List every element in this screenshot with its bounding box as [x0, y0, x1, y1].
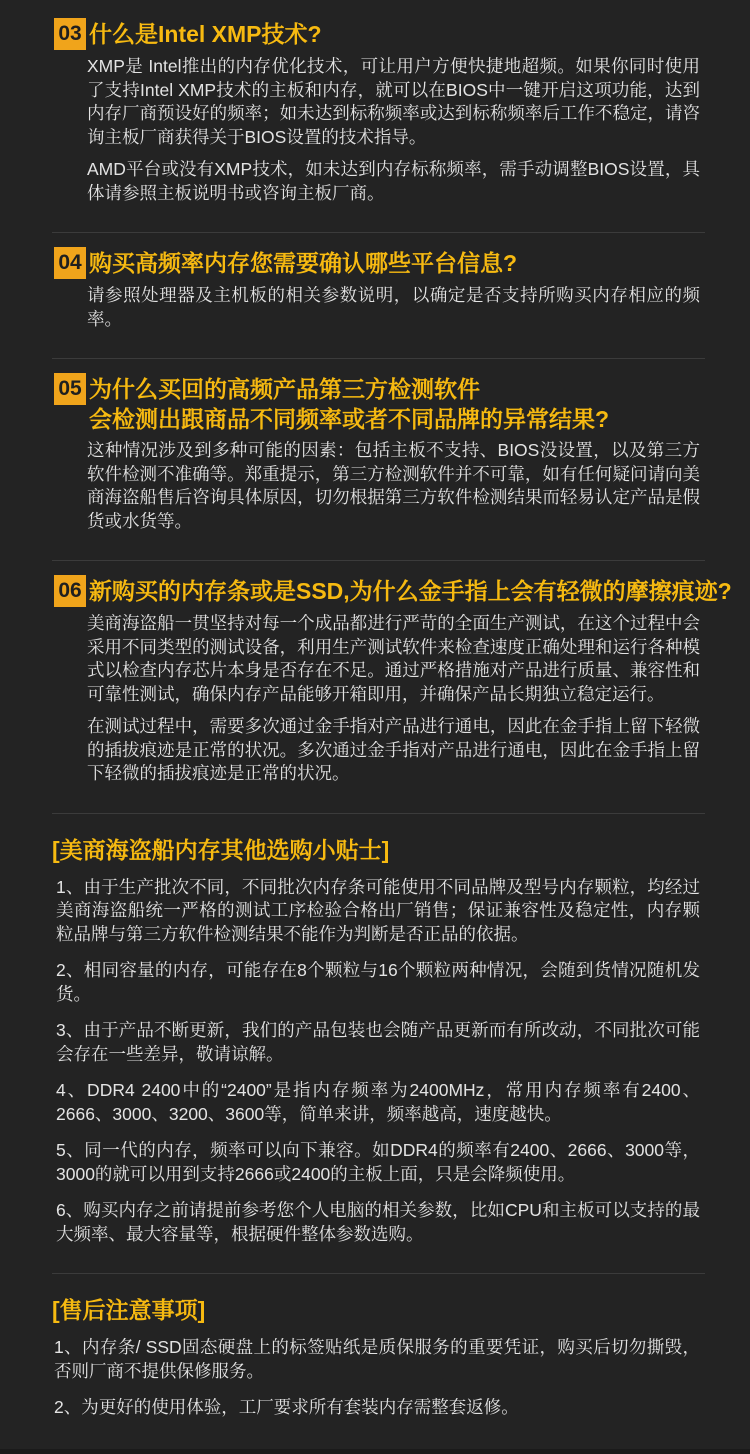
section-divider	[52, 358, 705, 359]
section-number-badge: 06	[54, 575, 86, 607]
section-divider	[52, 1273, 705, 1274]
tip-item: 3、由于产品不断更新，我们的产品包装也会随产品更新而有所改动，不同批次可能会存在一些差异，敬请谅解。	[56, 1020, 700, 1064]
section-title	[89, 373, 609, 434]
tip-item: 2、相同容量的内存，可能存在8个颗粒与16个颗粒两种情况，会随到货情况随机发货。	[56, 960, 700, 1004]
tip-item: 4、DDR4 2400中的“2400”是指内存频率为2400MHz，常用内存频率有2400、2666、3000、3200、3600等，简单来讲，频率越高，速度越快。	[56, 1080, 700, 1124]
section-title	[89, 18, 322, 49]
section-number-badge: 03	[54, 18, 86, 50]
faq-section-06	[0, 567, 750, 801]
aftersale-section	[0, 1280, 750, 1435]
faq-heading-row	[54, 18, 700, 50]
section-divider	[52, 232, 705, 233]
aftersale-item: 2、为更好的使用体验，工厂要求所有套装内存需整套返修。	[54, 1397, 519, 1417]
section-body	[87, 55, 700, 205]
section-title-line: 什么是Intel XMP技术?	[89, 21, 322, 47]
faq-section-04	[0, 239, 750, 346]
tip-item: 6、购买内存之前请提前参考您个人电脑的相关参数，比如CPU和主板可以支持的最大频率、最大容量等，根据硬件整体参数选购。	[56, 1200, 700, 1244]
section-paragraph: 请参照处理器及主机板的相关参数说明，以确定是否支持所购买内存相应的频率。	[87, 285, 700, 329]
tip-item: 5、同一代的内存，频率可以向下兼容。如DDR4的频率有2400、2666、3000等，3000的就可以用到支持2666或2400的主板上面，只是会降频使用。	[56, 1140, 700, 1184]
section-title-line: 购买高频率内存您需要确认哪些平台信息?	[89, 250, 518, 276]
section-paragraph: 这种情况涉及到多种可能的因素：包括主板不支持、BIOS没设置，以及第三方软件检测不准确等。郑重提示，第三方检测软件并不可靠，如有任何疑问请向美商海盗船售后咨询具体原因，切勿根据第三方软件检测结果而轻易认定产品是假货或水货等。	[87, 440, 700, 531]
tips-section	[0, 820, 750, 1262]
faq-heading-row	[54, 575, 732, 607]
faq-heading-row	[54, 247, 700, 279]
section-divider	[52, 813, 705, 814]
page-bottom-edge	[0, 1449, 750, 1454]
section-title	[89, 575, 732, 606]
section-divider	[52, 560, 705, 561]
aftersale-item: 1、内存条/ SSD固态硬盘上的标签贴纸是质保服务的重要凭证，购买后切勿撕毁，否则厂商不提供保修服务。	[54, 1337, 700, 1381]
section-title	[89, 247, 517, 278]
section-body	[87, 612, 700, 786]
section-title-line: 会检测出跟商品不同频率或者不同品牌的异常结果?	[89, 406, 610, 432]
section-paragraph: AMD平台或没有XMP技术，如未达到内存标称频率，需手动调整BIOS设置，具体请参照主板说明书或咨询主板厂商。	[87, 159, 700, 203]
tips-section-title: [美商海盗船内存其他选购小贴士]	[52, 836, 390, 863]
section-paragraph: 在测试过程中，需要多次通过金手指对产品进行通电，因此在金手指上留下轻微的插拔痕迹是正常的状况。多次通过金手指对产品进行通电，因此在金手指上留下轻微的插拔痕迹是正常的状况。	[87, 716, 700, 783]
section-paragraph: 美商海盗船一贯坚持对每一个成品都进行严苛的全面生产测试，在这个过程中会采用不同类型的测试设备，利用生产测试软件来检查速度正确处理和运行各种模式以检查内存芯片本身是否存在不足。通过严格措施对产品进行质量、兼容性和可靠性测试，确保内存产品能够开箱即用，并确保产品长期独立稳定运行。	[87, 613, 700, 704]
aftersale-section-title: [售后注意事项]	[52, 1297, 206, 1323]
section-title-line: 新购买的内存条或是SSD,为什么金手指上会有轻微的摩擦痕迹?	[89, 578, 732, 604]
section-title-line: 为什么买回的高频产品第三方检测软件	[89, 376, 480, 402]
faq-section-05	[0, 365, 750, 548]
faq-heading-row	[54, 373, 700, 434]
tip-item: 1、由于生产批次不同，不同批次内存条可能使用不同品牌及型号内存颗粒，均经过美商海盗船统一严格的测试工序检验合格出厂销售；保证兼容性及稳定性，内存颗粒品牌与第三方软件检测结果不能作为判断是否正品的依据。	[56, 876, 700, 944]
section-body	[87, 439, 700, 533]
section-number-badge: 04	[54, 247, 86, 279]
section-number-badge: 05	[54, 373, 86, 405]
faq-section-03	[0, 10, 750, 220]
section-body	[87, 284, 700, 331]
section-paragraph: XMP是 Intel推出的内存优化技术，可让用户方便快捷地超频。如果你同时使用了支持Intel XMP技术的主板和内存，就可以在BIOS中一键开启这项功能，达到内存厂商预设好的频率；如未达到标称频率或达到标称频率后工作不稳定，请咨询主板厂商获得关于BIOS设置的技术指导。	[87, 56, 700, 147]
